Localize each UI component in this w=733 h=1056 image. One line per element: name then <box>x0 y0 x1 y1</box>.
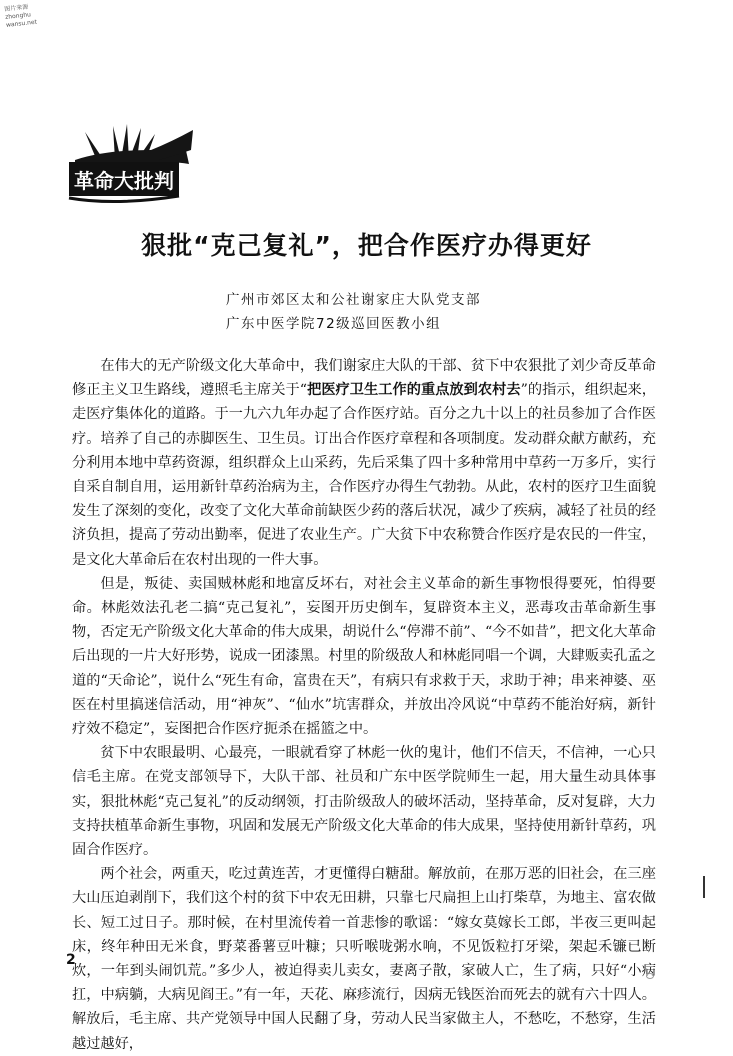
margin-mark <box>703 876 705 898</box>
watermark-line-1: 图片来源 <box>4 3 29 13</box>
paragraph-2: 但是，叛徒、卖国贼林彪和地富反坏右，对社会主义革命的新生事物恨得要死，怕得要命。林彪效法孔老二搞“克己复礼”，妄图开历史倒车，复辟资本主义，恶毒攻击革命新生事物，否定无产阶级文化大革命的伟大成果，胡说什么“停滞不前”、“今不如昔”，把文化大革命后出现的一片大好形势，说成一团漆黑。村里的阶级敌人和林彪同唱一个调，大肆贩卖孔孟之道的“天命论”，说什么“死生有命，富贵在天”，有病只有求救于天，求助于神；串来神婆、巫医在村里搞迷信活动，用“神灰”、“仙水”坑害群众，并放出冷风说“中草药不能治好病，新针疗效不稳定”，妄图把合作医疗扼杀在摇篮之中。 <box>72 575 656 738</box>
paragraph-3: 贫下中农眼最明、心最亮，一眼就看穿了林彪一伙的鬼计，他们不信天，不信神，一心只信毛主席。在党支部领导下，大队干部、社员和广东中医学院师生一起，用大量生动具体事实，狠批林彪“克己复礼”的反动纲领，打击阶级敌人的破坏活动，坚持革命，反对复辟，大力支持扶植革命新生事物，巩固和发展无产阶级文化大革命的伟大成果，坚持使用新针草药，巩固合作医疗。 <box>72 745 656 859</box>
revolution-criticism-banner <box>55 120 195 210</box>
banner-label: 革命大批判 <box>74 169 174 193</box>
author-line-1: 广州市郊区太和公社谢家庄大队党支部 <box>226 292 481 308</box>
paragraph-1-part-b: ”的指示，组织起来，走医疗集体化的道路。于一九六九年办起了合作医疗站。百分之九十以上的社员参加了合作医疗。培养了自己的赤脚医生、卫生员。订出合作医疗章程和各项制度。发动群众献方献药，充分利用本地中草药资源，组织群众上山采药，先后采集了四十多种常用中草药一万多斤，实行自采自制自用，运用新针草药治病为主，合作医疗办得生气勃勃。从此，农村的医疗卫生面貌发生了深刻的变化，改变了文化大革命前缺医少药的落后状况，减少了疾病，减轻了社员的经济负担，提高了劳动出勤率，促进了农业生产。广大贫下中农称赞合作医疗是农民的一件宝，是文化大革命后在农村出现的一件大事。 <box>72 382 656 568</box>
paragraph-4: 两个社会，两重天，吃过黄连苦，才更懂得白糖甜。解放前，在那万恶的旧社会，在三座大山压迫剥削下，我们这个村的贫下中农无田耕，只靠七尺扁担上山打柴草，为地主、富农做长、短工过日子。那时候，在村里流传着一首悲惨的歌谣：“嫁女莫嫁长工郎，半夜三更叫起床，终年种田无米食，野菜番薯豆叶糠；只听喉咙粥水响，不见饭粒打牙梁，架起禾镰已断炊，一年到头闹饥荒。”多少人，被迫得卖儿卖女，妻离子散，家破人亡，生了病，只好“小病扛，中病躺，大病见阎王。”有一年，天花、麻疹流行，因病无钱医治而死去的就有六十四人。解放后，毛主席、共产党领导中国人民翻了身，劳动人民当家做主人，不愁吃，不愁穿，生活越过越好， <box>72 866 656 1052</box>
page-number: 2 <box>66 952 76 968</box>
article-title: 狠批“克己复礼”，把合作医疗办得更好 <box>141 231 592 260</box>
scan-speck <box>646 973 654 979</box>
watermark-line-2: zhonghu wansu.net <box>4 11 38 29</box>
author-line-2: 广东中医学院72级巡回医教小组 <box>226 316 442 332</box>
article-body <box>72 354 656 1056</box>
article-authors <box>226 288 481 336</box>
paragraph-1 <box>72 354 656 572</box>
paragraph-1-part-a: 在伟大的无产阶级文化大革命中，我们谢家庄大队的干部、贫下中农狠批了刘少奇反革命修正主义卫生路线，遵照毛主席关于“ <box>72 358 656 399</box>
corner-watermark <box>4 2 40 29</box>
banner-underline <box>69 196 179 202</box>
mao-instruction-quote: 把医疗卫生工作的重点放到农村去 <box>307 382 521 399</box>
